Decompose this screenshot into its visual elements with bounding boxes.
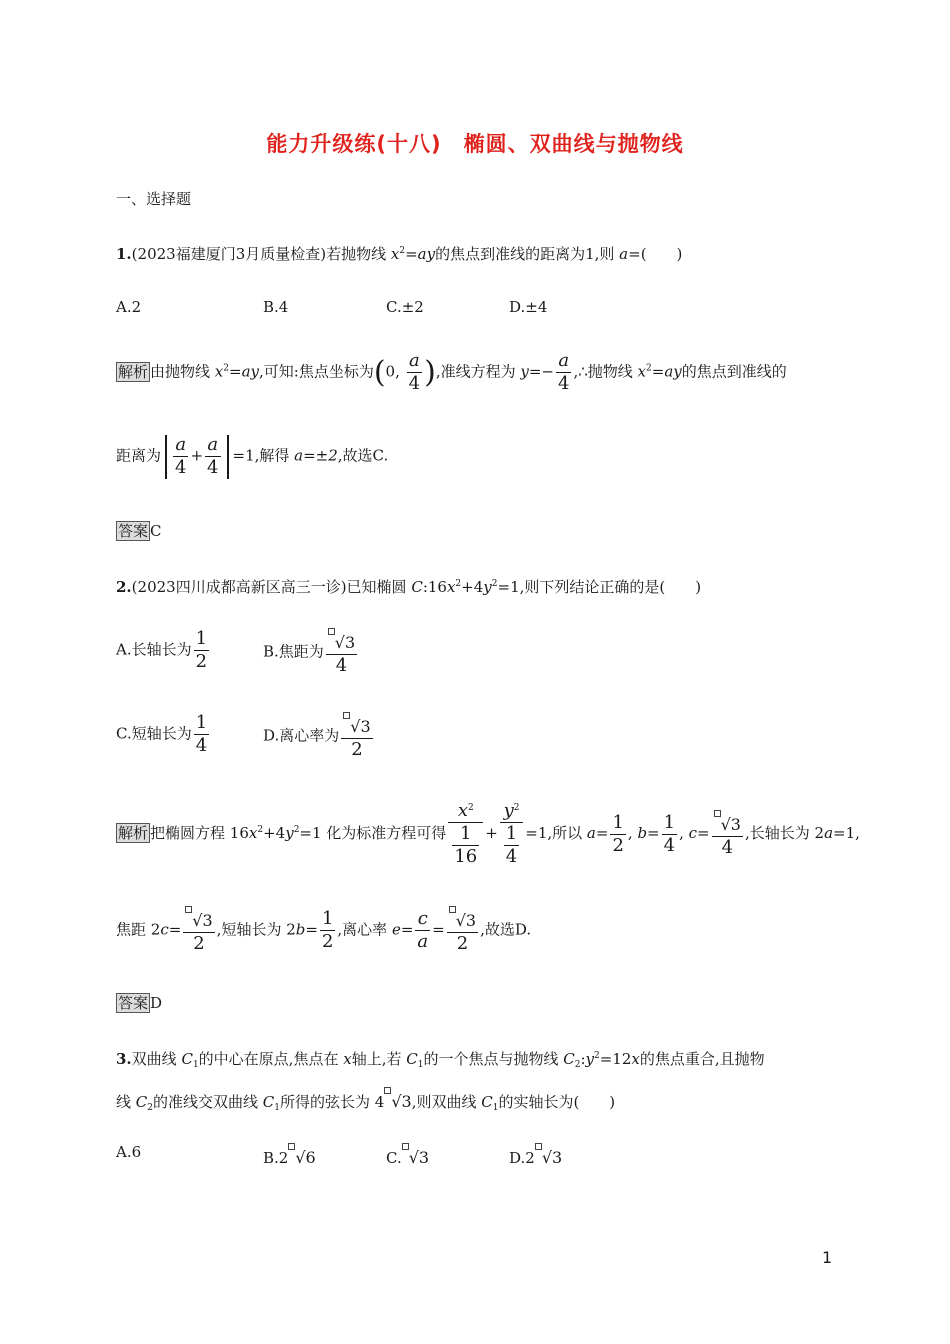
text: ,离心率 [337,920,392,939]
text: (2023四川成都高新区高三一诊)已知椭圆 [131,578,412,596]
fraction: $\frac{a}{4}$ [408,350,421,394]
text: =( ) [628,245,683,263]
text: C. [386,1149,402,1167]
fraction: $\frac{a}{4}$ [207,434,219,478]
fraction: $\frac{a}{4}$ [557,350,570,394]
text: =12 [599,1050,632,1068]
question-1-stem: 1.(2023福建厦门3月质量检查)若抛物线 $x^2=ay$的焦点到准线的距离为1,则 a=( ) [116,245,683,263]
question-1-answer [116,521,162,541]
text: =1,则下列结论正确的是( ) [497,578,702,596]
text: :16 [422,578,447,596]
section-heading: 一、选择题 [116,190,192,208]
question-2-analysis-line-2: 焦距 2c= $\frac{√3}{2}$ ,短轴长为 2b= $\frac{1}{2}$ ,离心率 e= $\frac{c}{a}$ = $\frac{√3}{2}$ ,故选D. [116,908,532,954]
text: ,准线方程为 [435,362,521,381]
text: 双曲线 [131,1050,182,1068]
text: 轴上,若 [351,1050,407,1068]
option-c: C. √3 [386,1143,429,1167]
text: ,故选D. [480,920,532,939]
option-d: D.离心率为 $\frac{√3}{2}$ [263,712,375,761]
text: +4 [461,578,484,596]
question-3-stem-line-2: 线 $C_2$的准线交双曲线 $C_1$所得的弦长为 4 √3,则双曲线 $C_1$的实轴长为( ) [116,1087,615,1112]
fraction: $\frac{a}{4}$ [175,434,187,478]
question-2-stem: 2.(2023四川成都高新区高三一诊)已知椭圆 $C:16x^2+4y^2=1$,则下列结论正确的是( ) [116,578,702,596]
text: ,可知:焦点坐标为 [259,362,374,381]
math: x [390,245,400,263]
question-3-stem-line-1: 3.双曲线 $C_1$的中心在原点,焦点在 x轴上,若 $C_1$的一个焦点与抛物线 $C_2:y^2=12x$的焦点重合,且抛物 [116,1050,765,1070]
text: 的焦点到准线的 [681,362,787,381]
text: (2023福建厦门3月质量检查)若抛物线 [131,245,391,263]
math: =ay [405,245,436,263]
answer-value: D [150,994,163,1012]
question-number: 3. [116,1050,132,1068]
question-1-analysis-line-2: 距离为 $\frac{a}{4}$ + $\frac{a}{4}$ =1,解得 a=±2,故选C. [116,434,389,478]
option-b: B.2 √6 [263,1143,316,1167]
question-2-answer [116,993,162,1013]
option-b: B.焦距为 $\frac{√3}{4}$ [263,628,359,677]
option-a: A.2 [116,298,142,316]
question-2-analysis-line-1: 解析 把椭圆方程 $16x^2+4y^2=1$ 化为标准方程可得 $\frac{x^2}{\frac{1}{16}}$ + $\frac{y^2}{\frac{1}{4}}$ =1,所以 a= $\frac{1}{2}$ , b= $\frac{1}{4}$ , c= $\frac{√3}{4}$ ,长轴长为 2a=1, [118,800,860,867]
text: ,则双曲线 [411,1093,482,1111]
text: 距离为 [116,446,162,465]
text: 的一个焦点与抛物线 [423,1050,564,1068]
text: D.2 [509,1149,535,1167]
option-b: B.4 [263,298,289,316]
text: B.焦距为 [263,642,324,661]
text: =1, [833,824,860,842]
option-d: D.±4 [509,298,548,316]
question-number: 1. [116,245,132,263]
option-d: D.2 √3 [509,1143,562,1167]
math: a=±2 [294,446,338,465]
text: 所得的弦长为 4 [280,1093,385,1111]
text: 的准线交双曲线 [153,1093,263,1111]
text: 线 [116,1093,136,1111]
text: D.离心率为 [263,726,340,745]
page-title: 能力升级练(十八) 椭圆、双曲线与抛物线 [266,132,684,156]
text: ,∴抛物线 [573,362,638,381]
text: 的实轴长为( ) [498,1093,616,1111]
text: =1 化为标准方程可得 [299,824,447,842]
analysis-tag: 解析 [118,824,149,842]
text: 焦距 2 [116,920,161,939]
answer-tag: 答案 [118,522,149,540]
text: ,长轴长为 2 [744,824,825,842]
text: 由抛物线 [150,362,215,381]
text: =1,所以 [525,824,587,842]
option-a: A.长轴长为 $\frac{1}{2}$ [116,628,208,672]
text: 的焦点到准线的距离为1,则 [435,245,620,263]
text: ,短轴长为 2 [216,920,296,939]
option-a: A.6 [116,1143,142,1161]
question-1-analysis-line-1: 解析 由抛物线 $x^2=ay$,可知:焦点坐标为(0, $\frac{a}{4}$ ),准线方程为 y=− $\frac{a}{4}$ ,∴抛物线 $x^2=ay$的焦点到准线的 [118,350,787,394]
text: ,故选C. [337,446,389,465]
option-c: C.±2 [386,298,424,316]
page-number: 1 [822,1248,833,1267]
text: 的焦点重合,且抛物 [639,1050,765,1068]
math: C [411,578,423,596]
answer-tag: 答案 [118,994,149,1012]
option-c: C.短轴长为 $\frac{1}{4}$ [116,712,208,756]
text: A.长轴长为 [116,640,192,659]
question-number: 2. [116,578,132,596]
text: B.2 [263,1149,289,1167]
text: =1,解得 [232,446,295,465]
answer-value: C [150,522,162,540]
text: 的中心在原点,焦点在 [198,1050,344,1068]
math: a [619,245,629,263]
text: C.短轴长为 [116,724,192,743]
analysis-tag: 解析 [118,362,149,381]
text: 把椭圆方程 16 [150,824,249,842]
